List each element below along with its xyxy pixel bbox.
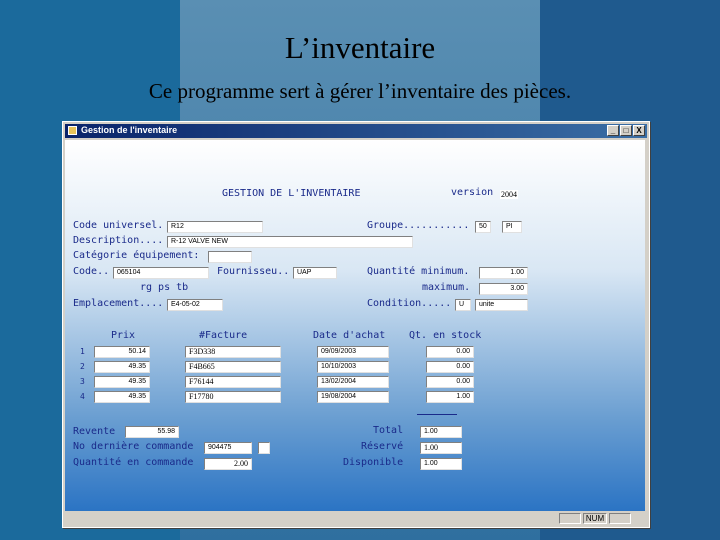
- status-num-indicator: NUM: [583, 513, 607, 524]
- quantite-en-commande-label: Quantité en commande: [73, 457, 194, 468]
- revente-field[interactable]: 55.98: [125, 426, 179, 438]
- prix-field[interactable]: 49.35: [94, 361, 150, 373]
- date-field[interactable]: 19/08/2004: [317, 391, 389, 403]
- groupe-label: Groupe...........: [367, 220, 470, 231]
- version-label: version: [451, 187, 494, 198]
- version-value: 2004: [501, 190, 517, 199]
- condition-field-2[interactable]: unite: [475, 299, 528, 311]
- quantite-en-commande-field[interactable]: 2.00: [204, 458, 252, 470]
- form-client-area: [65, 140, 645, 511]
- facture-field[interactable]: F4B665: [185, 361, 281, 373]
- no-derniere-commande-flag[interactable]: [258, 442, 270, 454]
- maximize-button[interactable]: □: [620, 125, 632, 136]
- emplacement-label: Emplacement....: [73, 298, 164, 309]
- categorie-field[interactable]: [208, 251, 252, 263]
- table-header-date: Date d'achat: [313, 330, 386, 341]
- facture-field[interactable]: F76144: [185, 376, 281, 388]
- window-title: Gestion de l'inventaire: [81, 125, 178, 135]
- code-field[interactable]: 065104: [113, 267, 209, 279]
- close-button[interactable]: X: [633, 125, 645, 136]
- table-header-stock: Qt. en stock: [409, 330, 482, 341]
- condition-field-1[interactable]: U: [455, 299, 471, 311]
- code-universel-field[interactable]: R12: [167, 221, 263, 233]
- total-label: Total: [373, 425, 404, 436]
- rg-ps-tb-label: rg ps tb: [140, 282, 189, 293]
- disponible-field[interactable]: 1.00: [420, 458, 462, 470]
- total-field[interactable]: 1.00: [420, 426, 462, 438]
- slide-subtitle: Ce programme sert à gérer l’inventaire des pièces.: [148, 79, 572, 103]
- stock-field[interactable]: 0.00: [426, 376, 474, 388]
- window-titlebar[interactable]: [65, 124, 647, 138]
- form-heading: GESTION DE L'INVENTAIRE: [222, 188, 361, 199]
- no-derniere-commande-label: No dernière commande: [73, 441, 194, 452]
- date-field[interactable]: 13/02/2004: [317, 376, 389, 388]
- no-derniere-commande-field[interactable]: 904475: [204, 442, 252, 454]
- table-header-facture: #Facture: [199, 330, 248, 341]
- facture-field[interactable]: F3D338: [185, 346, 281, 358]
- row-number: 2: [80, 362, 85, 371]
- minimize-button[interactable]: _: [607, 125, 619, 136]
- stock-field[interactable]: 1.00: [426, 391, 474, 403]
- prix-field[interactable]: 49.35: [94, 376, 150, 388]
- reserve-field[interactable]: 1.00: [420, 442, 462, 454]
- categorie-label: Catégorie équipement:: [73, 250, 200, 261]
- description-label: Description....: [73, 235, 164, 246]
- slide-title: L’inventaire: [284, 30, 436, 65]
- groupe-field-1[interactable]: 50: [475, 221, 491, 233]
- quantite-minimum-label: Quantité minimum.: [367, 266, 470, 277]
- row-number: 1: [80, 347, 85, 356]
- prix-field[interactable]: 50.14: [94, 346, 150, 358]
- table-header-prix: Prix: [111, 330, 136, 341]
- status-pane-empty: [559, 513, 581, 524]
- fournisseur-field[interactable]: UAP: [293, 267, 337, 279]
- quantite-minimum-field[interactable]: 1.00: [479, 267, 528, 279]
- date-field[interactable]: 09/09/2003: [317, 346, 389, 358]
- groupe-field-2[interactable]: PI: [502, 221, 522, 233]
- code-label: Code..: [73, 266, 110, 277]
- stock-field[interactable]: 0.00: [426, 346, 474, 358]
- maximum-label: maximum.: [422, 282, 471, 293]
- maximum-field[interactable]: 3.00: [479, 283, 528, 295]
- status-bar: [65, 512, 645, 525]
- revente-label: Revente: [73, 426, 116, 437]
- facture-field[interactable]: F17780: [185, 391, 281, 403]
- status-pane-empty: [609, 513, 631, 524]
- row-number: 3: [80, 377, 85, 386]
- app-icon: [68, 126, 77, 135]
- prix-field[interactable]: 49.35: [94, 391, 150, 403]
- emplacement-field[interactable]: E4-05-02: [167, 299, 223, 311]
- fournisseur-label: Fournisseu..: [217, 266, 290, 277]
- description-field[interactable]: R-12 VALVE NEW: [167, 236, 413, 248]
- disponible-label: Disponible: [343, 457, 404, 468]
- total-underline: [417, 414, 457, 415]
- date-field[interactable]: 10/10/2003: [317, 361, 389, 373]
- reserve-label: Réservé: [361, 441, 404, 452]
- code-universel-label: Code universel.: [73, 220, 164, 231]
- row-number: 4: [80, 392, 85, 401]
- inventory-window: [62, 121, 650, 528]
- stock-field[interactable]: 0.00: [426, 361, 474, 373]
- condition-label: Condition.....: [367, 298, 452, 309]
